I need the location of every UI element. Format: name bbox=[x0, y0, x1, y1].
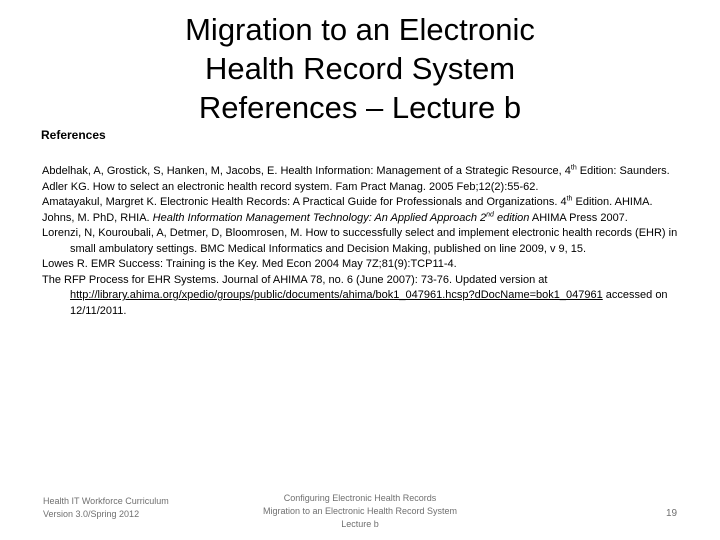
reference-text: Amatayakul, Margret K. Electronic Health Records: A Practical Guide for Professionals and Organizations. 4 bbox=[42, 196, 567, 208]
page-number: 19 bbox=[666, 508, 678, 519]
reference-item bbox=[42, 226, 682, 257]
reference-text: Edition. AHIMA. bbox=[572, 196, 653, 208]
reference-text: AHIMA Press 2007. bbox=[529, 211, 628, 224]
reference-link[interactable]: http://library.ahima.org/xpedio/groups/public/documents/ahima/bok1_047961.hcsp?dDocName=bok1_047961 bbox=[70, 289, 603, 301]
reference-text: Edition: Saunders. bbox=[576, 165, 670, 177]
title-line-1: Migration to an Electronic bbox=[185, 12, 535, 47]
superscript: th bbox=[566, 195, 573, 203]
reference-text: Lorenzi, N, Kouroubali, A, Detmer, D, Bloomrosen, M. How to successfully select and implement electronic health records (EHR) in small ambulatory settings. BMC Medical Informatics and Decision Making, published on line 2009, v 9, 15. bbox=[42, 227, 678, 255]
reference-item bbox=[42, 164, 682, 180]
reference-text: The RFP Process for EHR Systems. Journal of AHIMA 78, no. 6 (June 2007): 73-76. Updated version at bbox=[42, 273, 548, 286]
reference-text: Abdelhak, A, Grostick, S, Hanken, M, Jacobs, E. Health Information: Management of a Strategic Resource, 4 bbox=[42, 165, 571, 177]
footer-curriculum bbox=[43, 495, 169, 521]
title-line-3: References – Lecture b bbox=[198, 90, 522, 125]
footer-center-line-2: Migration to an Electronic Health Record System bbox=[262, 506, 458, 516]
references-list bbox=[42, 164, 682, 319]
footer-course-info bbox=[240, 492, 480, 531]
reference-item bbox=[42, 180, 682, 196]
footer-left-line-1: Health IT Workforce Curriculum bbox=[43, 496, 169, 506]
reference-item bbox=[42, 273, 682, 320]
superscript: th bbox=[570, 164, 577, 172]
slide-title bbox=[100, 10, 620, 127]
reference-item bbox=[42, 257, 682, 273]
reference-text: accessed on 12/11/2011. bbox=[70, 289, 668, 317]
reference-item bbox=[42, 211, 682, 227]
superscript: nd bbox=[486, 210, 494, 218]
reference-item bbox=[42, 195, 682, 211]
footer-center-line-1: Configuring Electronic Health Records bbox=[283, 493, 437, 503]
reference-italic-title: Health Information Management Technology: An Applied Approach 2 bbox=[152, 211, 487, 224]
footer-left-line-2: Version 3.0/Spring 2012 bbox=[43, 509, 140, 519]
title-line-2: Health Record System bbox=[204, 51, 516, 86]
reference-text: Adler KG. How to select an electronic health record system. Fam Pract Manag. 2005 Feb;12(2):55-62. bbox=[42, 180, 539, 193]
references-heading: References bbox=[41, 128, 106, 142]
footer-center-line-3: Lecture b bbox=[341, 519, 379, 529]
reference-text: Johns, M. PhD, RHIA. bbox=[42, 211, 153, 224]
reference-text: Lowes R. EMR Success: Training is the Key. Med Econ 2004 May 7Z;81(9):TCP11-4. bbox=[42, 258, 457, 270]
reference-italic-title: edition bbox=[493, 211, 530, 224]
